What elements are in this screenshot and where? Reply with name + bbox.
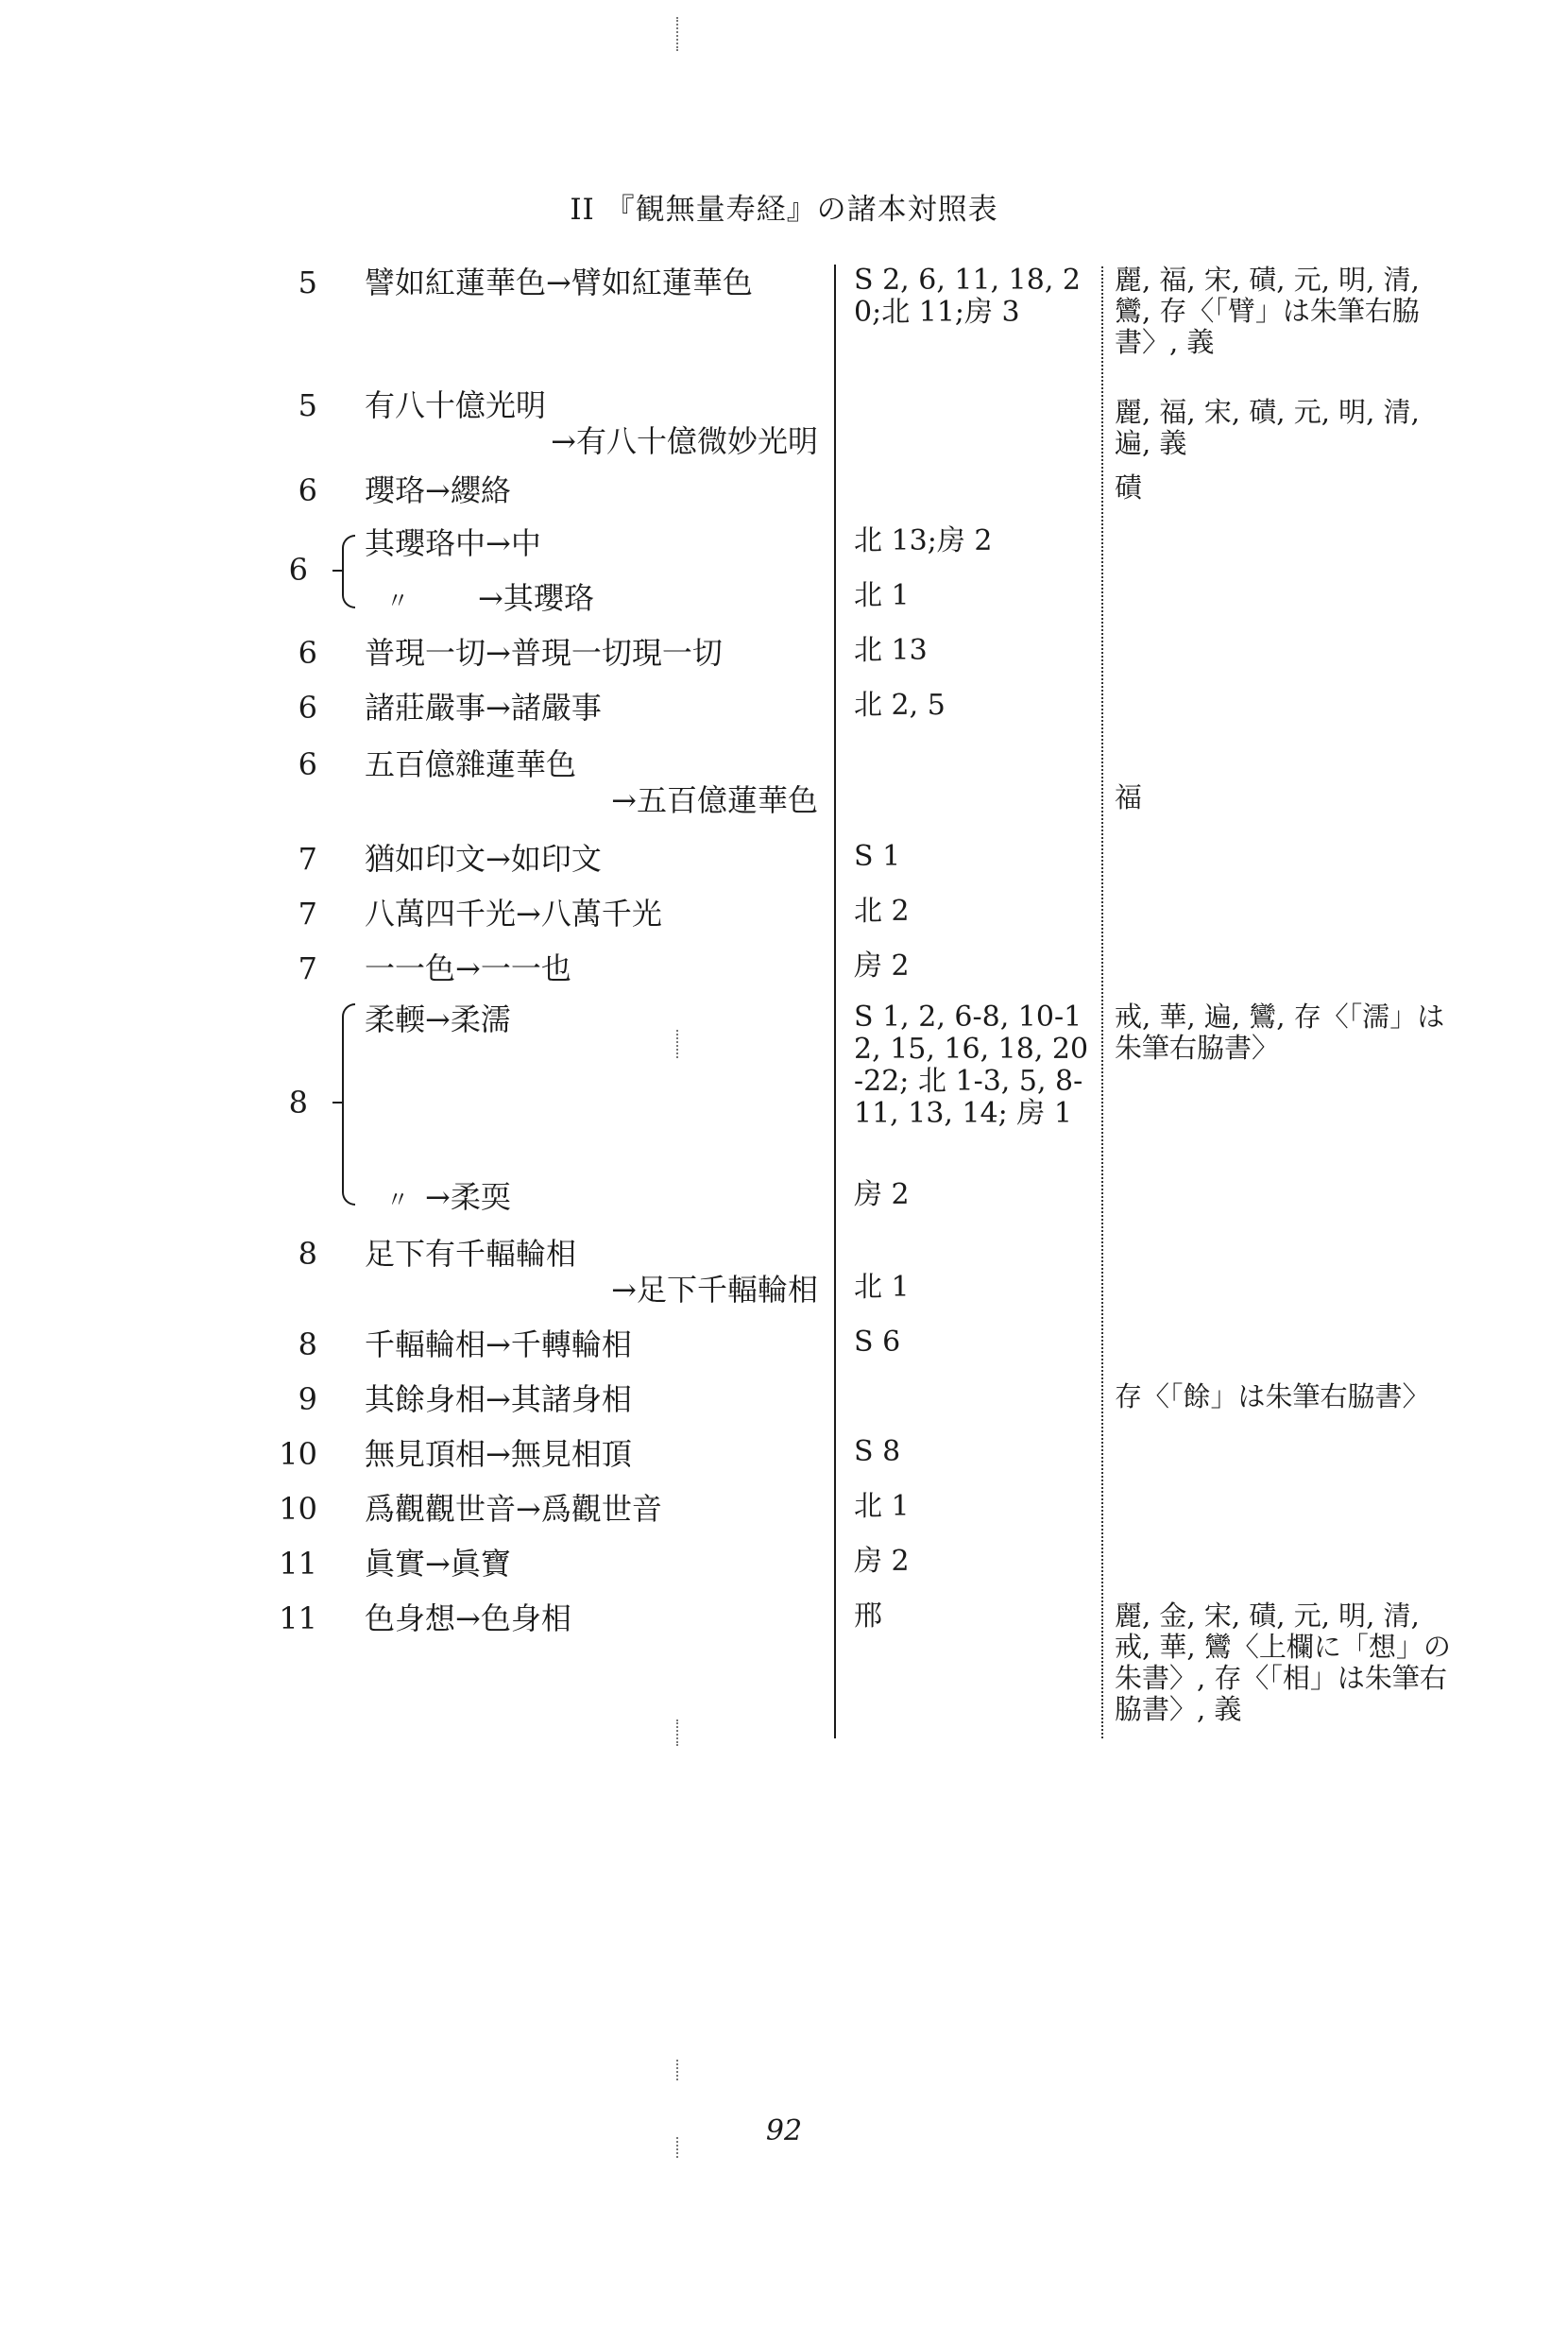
variant-reading: 諸莊嚴事→諸嚴事 — [365, 690, 602, 726]
source-manuscripts: 北 1 — [854, 1271, 910, 1304]
printed-editions: 戒, 華, 遍, 鸞, 存〈「濡」は朱筆右脇書〉 — [1115, 1001, 1445, 1064]
source-manuscripts: 北 2, 5 — [854, 689, 946, 722]
variant-reading — [365, 746, 827, 818]
source-manuscripts: 邢 — [854, 1600, 882, 1633]
variant-reading — [365, 1179, 827, 1218]
line-number: 11 — [279, 1600, 317, 1636]
printed-editions: 麗, 金, 宋, 磧, 元, 明, 清, 戒, 華, 鸞〈上欄に「想」の朱書〉, 存〈「相」は朱筆右脇書〉, 義 — [1115, 1600, 1451, 1725]
variant-reading: 八萬四千光→八萬千光 — [365, 896, 662, 932]
brace-tip — [332, 1102, 342, 1104]
variant-reading-line2: →五百億蓮華色 — [611, 782, 818, 818]
variant-reading — [365, 580, 827, 619]
printed-editions: 福 — [1115, 781, 1143, 813]
line-number: 10 — [279, 1491, 317, 1527]
variant-reading-text: →其瓔珞 — [478, 580, 594, 616]
source-manuscripts: 北 2 — [854, 895, 910, 928]
variant-reading-line2: →有八十億微妙光明 — [551, 423, 818, 459]
source-manuscripts: 房 2 — [854, 1178, 910, 1211]
variant-reading: 譬如紅蓮華色→臂如紅蓮華色 — [365, 265, 753, 300]
line-number: 8 — [298, 1326, 317, 1362]
variant-reading: 柔輭→柔濡 — [365, 1001, 511, 1037]
variant-reading: 一一色→一一也 — [365, 950, 571, 986]
line-number: 9 — [298, 1381, 317, 1417]
line-number: 6 — [298, 746, 317, 782]
ditto-mark: 〃 — [386, 1187, 409, 1213]
variant-reading: 其餘身相→其諸身相 — [365, 1381, 632, 1417]
column-divider-dotted — [1101, 266, 1103, 1738]
page-title: II 『観無量寿経』の諸本対照表 — [570, 193, 998, 227]
source-manuscripts: S 1, 2, 6-8, 10-12, 15, 16, 18, 20-22; 北 1-3, 5, 8-11, 13, 14; 房 1 — [854, 1001, 1089, 1130]
line-number: 11 — [279, 1546, 317, 1582]
page-number: 92 — [765, 2114, 803, 2147]
line-number: 5 — [298, 265, 317, 300]
line-number: 6 — [298, 690, 317, 726]
scan-artifact — [676, 2060, 678, 2080]
variant-reading: 瓔珞→纓絡 — [365, 472, 511, 508]
printed-editions: 存〈「餘」は朱筆右脇書〉 — [1115, 1380, 1430, 1412]
variant-reading: 色身想→色身相 — [365, 1600, 571, 1636]
variant-reading: 爲觀觀世音→爲觀世音 — [365, 1491, 662, 1527]
scan-artifact — [676, 1720, 678, 1746]
source-manuscripts: 北 13 — [854, 634, 928, 667]
variant-reading-line1: 足下有千輻輪相 — [365, 1236, 577, 1272]
source-manuscripts: S 2, 6, 11, 18, 20;北 11;房 3 — [854, 264, 1081, 329]
variant-reading-line1: 有八十億光明 — [365, 387, 547, 423]
variant-reading — [365, 1236, 827, 1308]
variant-reading: 其瓔珞中→中 — [365, 525, 541, 561]
brace-bracket — [342, 1003, 355, 1206]
line-number: 8 — [298, 1236, 317, 1272]
source-manuscripts: S 1 — [854, 840, 901, 873]
variant-reading: 猶如印文→如印文 — [365, 841, 602, 877]
variant-reading-text: →柔耎 — [425, 1179, 511, 1215]
line-number: 6 — [298, 472, 317, 508]
brace-tip — [332, 570, 342, 572]
scan-artifact — [676, 17, 678, 51]
source-manuscripts: 北 1 — [854, 579, 910, 612]
variant-reading: 普現一切→普現一切現一切 — [365, 635, 723, 671]
line-number: 10 — [279, 1436, 317, 1472]
source-manuscripts: 北 1 — [854, 1490, 910, 1523]
source-manuscripts: S 8 — [854, 1435, 901, 1468]
line-number: 6 — [288, 552, 308, 588]
brace-bracket — [342, 535, 355, 608]
variant-reading: 眞實→眞寶 — [365, 1546, 511, 1582]
variant-reading-line2: →足下千輻輪相 — [611, 1272, 818, 1308]
line-number: 7 — [298, 950, 317, 986]
line-number: 7 — [298, 841, 317, 877]
source-manuscripts: 房 2 — [854, 950, 910, 983]
variant-reading: 千輻輪相→千轉輪相 — [365, 1326, 632, 1362]
source-manuscripts: 房 2 — [854, 1545, 910, 1578]
variant-reading-line1: 五百億雜蓮華色 — [365, 746, 577, 782]
ditto-mark: 〃 — [386, 588, 409, 614]
variant-reading: 無見頂相→無見相頂 — [365, 1436, 632, 1472]
line-number: 7 — [298, 896, 317, 932]
printed-editions: 麗, 福, 宋, 磧, 元, 明, 清, 鸞, 存〈「臂」は朱筆右脇書〉, 義 — [1115, 264, 1420, 358]
line-number: 5 — [298, 387, 317, 423]
column-divider-solid — [834, 265, 836, 1738]
printed-editions: 麗, 福, 宋, 磧, 元, 明, 清, 遍, 義 — [1115, 396, 1420, 459]
line-number: 8 — [288, 1085, 308, 1121]
printed-editions: 磧 — [1115, 471, 1143, 504]
variant-reading — [365, 387, 827, 459]
source-manuscripts: 北 13;房 2 — [854, 524, 993, 557]
line-number: 6 — [298, 635, 317, 671]
source-manuscripts: S 6 — [854, 1326, 901, 1359]
